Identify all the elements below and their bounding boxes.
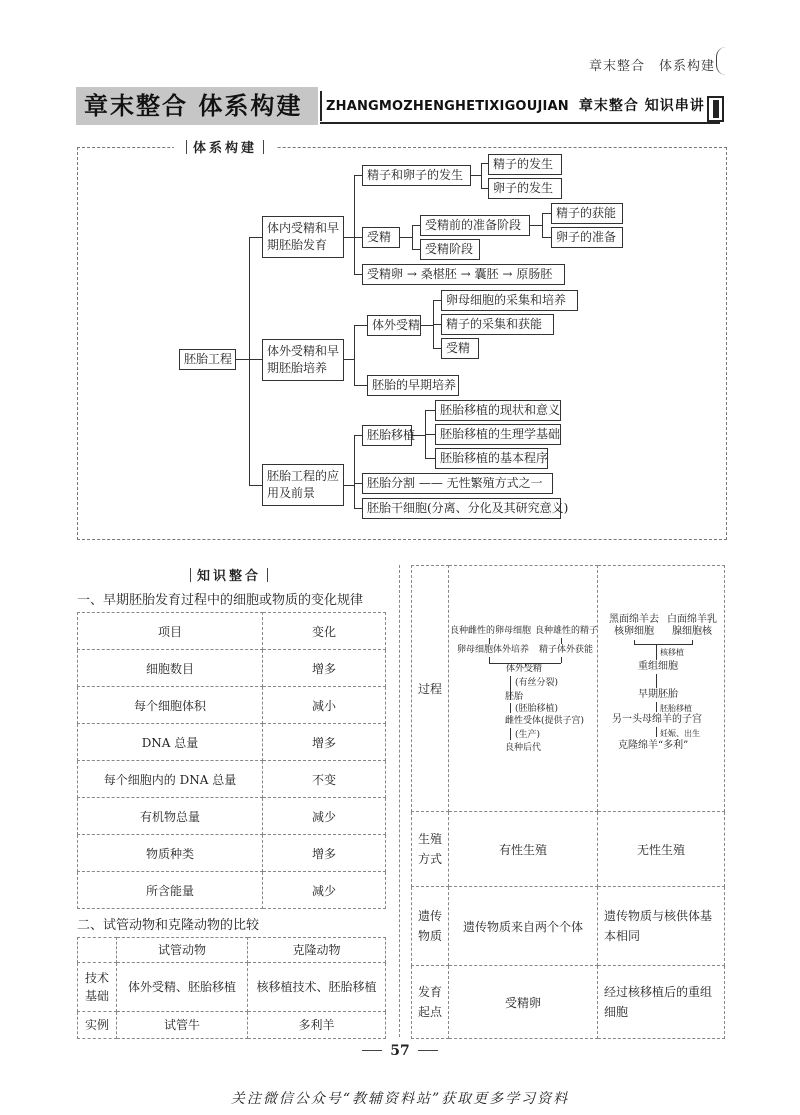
table-header-cell: 变化: [263, 613, 386, 650]
table-header-row: [78, 938, 386, 963]
connector: [354, 237, 362, 238]
table-row: [78, 761, 386, 798]
flow-text: 另一头母绵羊的子宫: [612, 714, 702, 725]
arrow-right-icon: →: [406, 267, 417, 281]
table-cell: 过程: [412, 566, 449, 812]
connector: [354, 325, 355, 385]
map-node: 胚胎的早期培养: [367, 375, 459, 396]
flow-text: 良种雄性的精子: [535, 626, 599, 636]
connector: [425, 410, 435, 411]
banner-divider: [320, 91, 322, 121]
table-cell: 增多: [263, 724, 386, 761]
flow-text: 核移植: [660, 648, 684, 657]
flow-text: (生产): [515, 730, 541, 740]
connector: [354, 435, 362, 436]
table-cell: 增多: [263, 835, 386, 872]
table-comparison: [77, 937, 386, 1039]
table-row: [78, 1012, 386, 1039]
footer-note: 关注微信公众号“教辅资料站”获取更多学习资料: [230, 1091, 570, 1107]
table-cell: 核移植技术、胚胎移植: [248, 963, 386, 1012]
column-divider: [399, 565, 400, 1037]
connector: [400, 237, 412, 238]
flow-text: 卵母细胞体外培养: [457, 645, 530, 655]
heading-1: 一、早期胚胎发育过程中的细胞或物质的变化规律: [77, 593, 364, 608]
connector: [425, 434, 435, 435]
header-bracket-mark: [716, 47, 727, 75]
flow-text: 白面绵羊乳腺细胞核: [667, 614, 717, 637]
table-cell: 试管牛: [117, 1012, 248, 1039]
table-header-cell: 克隆动物: [248, 938, 386, 963]
flow-text: (胚胎移植): [515, 704, 559, 714]
flow-clone-cell: [598, 566, 725, 812]
arrow-right-icon: →: [502, 267, 513, 281]
connector: [344, 359, 354, 360]
banner-subtitle: [326, 93, 705, 120]
map-node: 胚胎分割 —— 无性繁殖方式之一: [362, 473, 553, 494]
connector: [481, 188, 488, 189]
flow-text: 克隆绵羊“多利”: [618, 740, 689, 751]
running-header: 章末整合 体系构建: [588, 59, 715, 74]
connector: [354, 175, 362, 176]
connector: [542, 213, 551, 214]
map-node-development-chain: [362, 264, 565, 285]
table-cell: 每个细胞体积: [78, 687, 263, 724]
connector: [249, 237, 262, 238]
table-cell: 经过核移植后的重组细胞: [598, 966, 725, 1039]
table-row: [412, 966, 725, 1039]
connector: [249, 485, 262, 486]
section-label-knowledge: 知识整合: [178, 565, 280, 584]
connector: [354, 508, 362, 509]
flow-text: 妊娠、出生: [660, 729, 700, 738]
table-cell: 生殖方式: [412, 812, 449, 887]
table-row: [78, 798, 386, 835]
connector: [412, 249, 420, 250]
connector: [354, 175, 355, 274]
connector: [354, 483, 362, 484]
map-node: 精子和卵子的发生: [362, 165, 471, 186]
banner-sub-cn: 章末整合 知识串讲: [578, 98, 705, 114]
table-row: [78, 687, 386, 724]
connector: [354, 435, 355, 508]
map-node-branch-2: 体外受精和早期胚胎培养: [262, 339, 344, 381]
table-header-cell: 项目: [78, 613, 263, 650]
connector: [433, 348, 441, 349]
arrow-right-icon: →: [460, 267, 471, 281]
table-cell-changes: [77, 612, 386, 909]
map-node: 受精: [362, 227, 400, 248]
connector: [354, 274, 362, 275]
table-row: [78, 835, 386, 872]
connector: [542, 237, 551, 238]
table-cell: 物质种类: [78, 835, 263, 872]
table-cell: 所含能量: [78, 872, 263, 909]
map-node: 卵子的准备: [551, 227, 623, 248]
table-process-comparison: [411, 565, 725, 1039]
flow-text: 胚胎: [505, 692, 524, 702]
table-cell: 增多: [263, 650, 386, 687]
map-node: 体外受精: [367, 315, 421, 336]
banner-pinyin: ZHANGMOZHENGHETIXIGOUJIAN: [326, 99, 569, 114]
table-row: [412, 887, 725, 966]
map-node: 受精: [441, 338, 479, 359]
stage-label: 囊胚: [474, 267, 499, 281]
map-node: 胚胎移植: [362, 425, 412, 446]
map-node: 受精前的准备阶段: [420, 215, 530, 236]
table-cell: 技术基础: [78, 963, 117, 1012]
banner-title: 章末整合 体系构建: [76, 87, 318, 125]
connector: [354, 385, 367, 386]
table-row: [78, 963, 386, 1012]
connector: [249, 359, 262, 360]
map-node: 卵母细胞的采集和培养: [441, 290, 578, 311]
stage-label: 原肠胚: [516, 267, 553, 281]
connector: [354, 325, 367, 326]
section-label-system: 体系构建: [174, 137, 276, 156]
map-node: 精子的获能: [551, 203, 623, 224]
stage-label: 受精卵: [367, 267, 404, 281]
table-cell: 减少: [263, 798, 386, 835]
connector: [236, 359, 249, 360]
map-node: 受精阶段: [420, 239, 480, 260]
map-node: 胚胎移植的现状和意义: [435, 400, 561, 421]
table-cell: 体外受精、胚胎移植: [117, 963, 248, 1012]
table-cell: 每个细胞内的 DNA 总量: [78, 761, 263, 798]
table-cell: 多利羊: [248, 1012, 386, 1039]
connector: [421, 325, 433, 326]
flow-text: 黑面绵羊去核卵细胞: [609, 614, 659, 637]
map-node: 胚胎干细胞(分离、分化及其研究意义): [362, 498, 561, 519]
page-number: 57: [0, 1043, 800, 1059]
table-cell: 实例: [78, 1012, 117, 1039]
map-node: 精子的发生: [488, 154, 562, 175]
flow-text: 雌性受体(提供子宫): [505, 716, 585, 726]
connector: [481, 163, 488, 164]
table-cell: 有性生殖: [449, 812, 598, 887]
table-cell: 发育起点: [412, 966, 449, 1039]
table-cell: 细胞数目: [78, 650, 263, 687]
flow-text: 早期胚胎: [638, 689, 678, 700]
connector: [412, 225, 420, 226]
banner-end-mark: [707, 96, 724, 122]
map-node-branch-1: 体内受精和早期胚胎发育: [262, 216, 344, 258]
connector: [530, 225, 542, 226]
flow-text: (有丝分裂): [515, 678, 559, 688]
table-cell: 减少: [263, 872, 386, 909]
table-cell: 有机物总量: [78, 798, 263, 835]
flow-text: 精子体外获能: [539, 645, 594, 655]
map-node: 精子的采集和获能: [441, 314, 554, 335]
map-node-root: 胚胎工程: [179, 349, 236, 370]
map-node: 胚胎移植的基本程序: [435, 448, 548, 469]
connector: [433, 324, 441, 325]
table-row: [412, 566, 725, 812]
connector: [425, 458, 435, 459]
map-node-branch-3: 胚胎工程的应用及前景: [262, 464, 344, 506]
table-header-row: [78, 613, 386, 650]
table-row: [78, 872, 386, 909]
connector: [344, 237, 354, 238]
connector: [344, 485, 354, 486]
map-node: 卵子的发生: [488, 178, 562, 199]
concept-map: [77, 141, 727, 540]
flow-text: 体外受精: [506, 664, 543, 674]
table-cell: 受精卵: [449, 966, 598, 1039]
chapter-banner: [76, 87, 726, 125]
table-cell: DNA 总量: [78, 724, 263, 761]
banner-underline: [320, 122, 720, 124]
table-cell: 无性生殖: [598, 812, 725, 887]
flow-text: 重组细胞: [638, 661, 678, 672]
table-row: [78, 650, 386, 687]
table-header-cell: [78, 938, 117, 963]
stage-label: 桑椹胚: [420, 267, 457, 281]
table-cell: 不变: [263, 761, 386, 798]
flow-ivf-cell: [449, 566, 598, 812]
table-header-cell: 试管动物: [117, 938, 248, 963]
connector: [542, 213, 543, 237]
flow-text: 胚胎移植: [660, 704, 692, 713]
connector: [412, 225, 413, 249]
flow-text: 良种后代: [505, 743, 542, 753]
table-row: [412, 812, 725, 887]
connector: [433, 300, 441, 301]
table-cell: 遗传物质来自两个个体: [449, 887, 598, 966]
connector: [471, 175, 481, 176]
table-cell: 减小: [263, 687, 386, 724]
map-node: 胚胎移植的生理学基础: [435, 424, 561, 445]
connector: [249, 237, 250, 485]
heading-2: 二、试管动物和克隆动物的比较: [77, 918, 260, 933]
flow-text: 良种雌性的卵母细胞: [450, 626, 532, 636]
table-cell: 遗传物质: [412, 887, 449, 966]
table-cell: 遗传物质与核供体基本相同: [598, 887, 725, 966]
table-row: [78, 724, 386, 761]
connector: [481, 163, 482, 188]
